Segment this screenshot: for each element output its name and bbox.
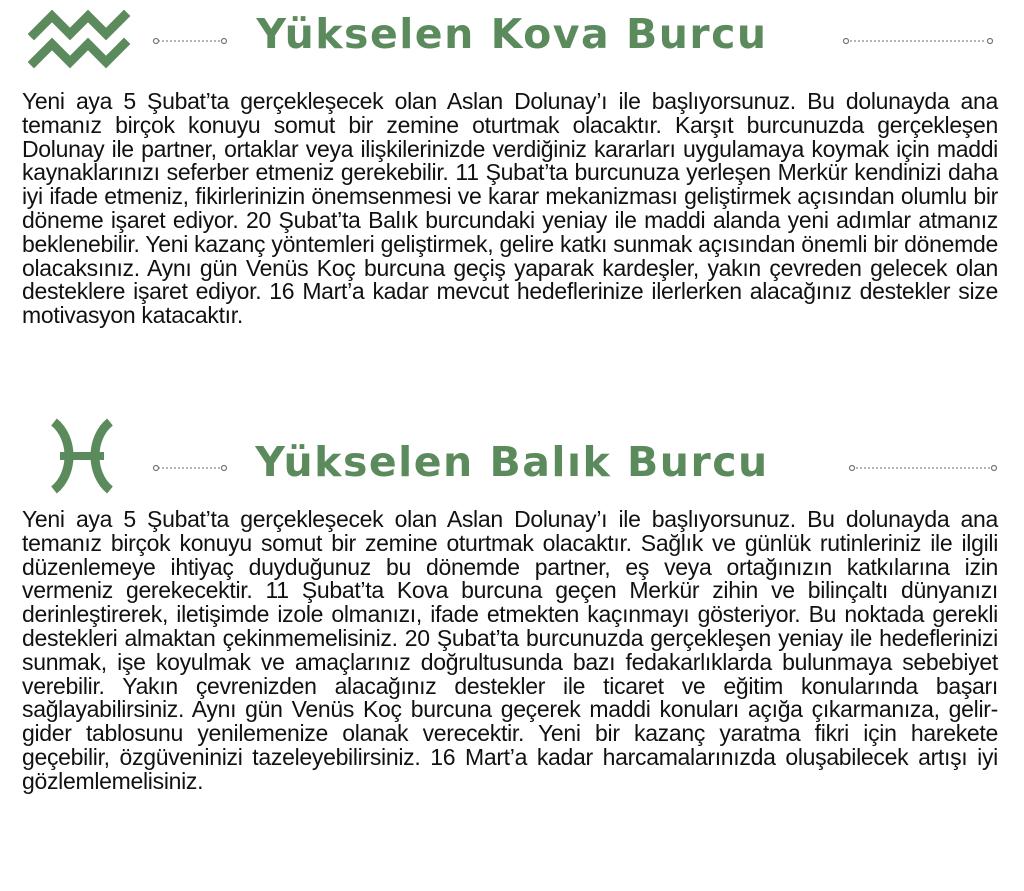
aquarius-section [0,0,1024,329]
aquarius-header [0,0,1024,82]
aquarius-title: Yükselen Kova Burcu [256,10,768,58]
pisces-body-text: Yeni aya 5 Şubat’ta gerçekleşecek olan Aslan Dolunay’ı ile başlıyorsunuz. Bu dolunayda ana temanız birçok konuyu somut bir zemine oturtmak olacaktır. Sağlık ve günlük rutinleriniz ile ilgili düzenlemeye ihtiyaç duyduğunuz bu dönemde partner, eş veya ortağınızın katkılarına izin vermeniz gerekecektir. 11 Şubat’ta Kova burcuna geçen Merkür zihin ve bilinçaltı dünyanızı derinleştirerek, iletişimde izole olmanızı, ifade etmekten kaçınmayı gösteriyor. Bu noktada gerekli destekleri almaktan çekinmemelisiniz. 20 Şubat’ta burcunuzda gerçekleşen yeniay ile hedeflerinizi sunmak, işe koyulmak ve amaçlarınız doğrultusunda bazı fedakarlıklarda bulunmaya sebebiyet verebilir. Yakın çevrenizden alacağınız destekler ile ticaret ve eğitim konularında başarı sağlayabilirsiniz. Aynı gün Venüs Koç burcuna geçerek maddi konuları açığa çıkarmanıza, gelir-gider tablosunu yenilemenize olanak verecektir. Yeni bir kazanç yaratma fikri için harekete geçebilir, özgüveninizi tazeleyebilirsiniz. 16 Mart’a kadar harcamalarınızda oluşabilecek artışı iyi gözlemlemelisiniz. [22,506,998,794]
title-divider-right [842,35,994,47]
pisces-header [0,412,1024,494]
aquarius-body-text: Yeni aya 5 Şubat’ta gerçekleşecek olan Aslan Dolunay’ı ile başlıyorsunuz. Bu dolunayda ana temanız birçok konuyu somut bir zemine oturtmak olacaktır. Karşıt burcunuzda gerçekleşen Dolunay ile partner, ortaklar veya ilişkilerinizde verdiğiniz kararları uygulamaya koymak için maddi kaynaklarınızı seferber etmeniz gerekebilir. 11 Şubat’ta burcunuza yerleşen Merkür kendinizi daha iyi ifade etmeniz, fikirlerinizin önemsenmesi ve karar mekanizması geliştirmek açısından olumlu bir döneme işaret ediyor. 20 Şubat’ta Balık burcundaki yeniay ile maddi alanda yeni adımlar atmanız beklenebilir. Yeni kazanç yöntemleri geliştirmek, gelire katkı sunmak açısından önemli bir dönemde olacaksınız. Aynı gün Venüs Koç burcuna geçiş yaparak kardeşler, yakın çevreden gelecek olan desteklere işaret ediyor. 16 Mart’a kadar mevcut hedeflerinize ilerlerken alacağınız destekler size motivasyon katacaktır. [22,88,998,329]
pisces-section [0,412,1024,794]
title-divider-right [848,462,998,474]
pisces-title: Yükselen Balık Burcu [255,438,769,486]
